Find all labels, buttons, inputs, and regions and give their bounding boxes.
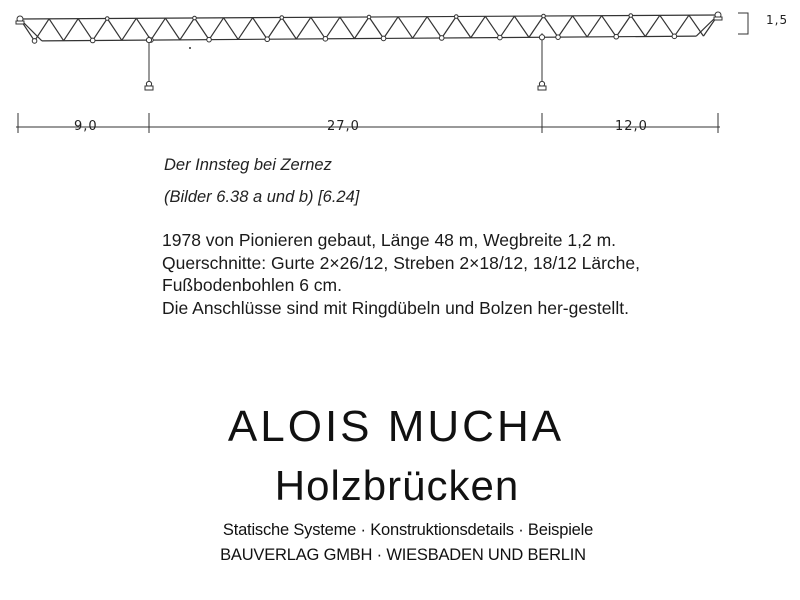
truss-joint-top [280,16,284,20]
truss-joint-top [454,15,458,19]
truss-diagonal [573,16,588,37]
truss-diagonal [267,18,282,40]
truss-diagonal [180,18,195,40]
truss-diagonal [456,17,471,38]
truss-diagonal [311,17,326,38]
truss-diagonal [122,18,137,40]
truss-joint-bottom [207,37,212,42]
truss-diagonal [209,18,224,40]
truss-joint-bottom [381,36,386,41]
truss-joint-bottom [439,36,444,41]
dimension-label-main-span: 27,0 [327,119,360,134]
truss-diagonal [413,17,428,39]
truss-diagonal [384,17,399,39]
truss-diagonal [296,17,311,39]
truss-joint-top [629,14,633,18]
bottom-chord [42,36,696,41]
stray-dot [189,47,191,49]
truss-diagonal [558,16,573,37]
truss-diagonal [514,16,529,37]
truss-diagonal [165,18,180,40]
dimension-lines [16,13,748,133]
height-bracket [738,13,748,34]
truss-diagonal [631,16,646,37]
truss-joint-bottom [556,35,561,40]
pier-joint [539,35,544,40]
truss-diagonal [616,16,631,37]
truss-diagonal [674,15,689,36]
truss-diagonal [325,17,340,39]
truss-diagonal [544,16,559,37]
truss-joint-bottom [614,34,619,39]
truss-joint-top [105,17,109,21]
book-author: ALOIS MUCHA [227,402,565,451]
truss-diagonal [369,17,384,38]
truss-diagonal [427,17,442,38]
caption-title: Der Innsteg bei Zernez [164,156,332,174]
truss-joint-bottom [265,37,270,42]
book-title: Holzbrücken [274,462,520,509]
book-subtitle: Statische Systeme · Konstruktionsdetails · Beispiele [222,521,594,539]
body-paragraph: Querschnitte: Gurte 2×26/12, Streben 2×18/12, 18/12 Lärche, Fußbodenbohlen 6 cm. [162,252,640,295]
truss-diagonal [282,18,297,40]
dimension-label-right-span: 12,0 [615,119,648,134]
truss-diagonal [442,17,457,38]
truss-joint-top [367,15,371,19]
truss-joint-bottom [32,39,37,44]
pier-base [538,86,546,90]
truss-diagonal [49,19,64,41]
truss-diagonal [689,15,704,36]
truss-diagonal [354,17,369,39]
truss-diagonal [151,18,166,40]
bridge-supports [16,17,722,90]
book-publisher: BAUVERLAG GMBH · WIESBADEN UND BERLIN [220,546,586,564]
body-paragraph: 1978 von Pionieren gebaut, Länge 48 m, Wegbreite 1,2 m. [162,230,617,250]
truss-diagonal [529,16,544,37]
truss-joint-top [193,16,197,20]
truss-height-label: 1,5 [766,13,789,27]
body-paragraph: Die Anschlüsse sind mit Ringdübeln und Bolzen her-gestellt. [162,297,629,318]
truss-diagonal [107,19,122,41]
truss-joint-bottom [672,34,677,39]
caption-reference: (Bilder 6.38 a und b) [6.24] [164,188,360,206]
truss-diagonal [64,19,79,41]
truss-joint-bottom [323,37,328,42]
truss-diagonal [602,16,617,37]
end-support-base [16,21,24,24]
truss-joint-top [542,14,546,18]
truss-bridge-diagram [0,0,800,150]
truss-diagonal [35,19,50,41]
truss-diagonal [660,15,675,36]
truss-diagonal [340,17,355,38]
truss-diagonal [238,18,253,40]
truss-diagonal [587,16,602,37]
truss-joint-bottom [90,38,95,43]
truss-diagonal [93,19,108,41]
truss-diagonal [195,18,210,40]
truss-diagonal [398,17,413,38]
truss-diagonal [224,18,239,40]
truss-diagonal [485,16,500,37]
truss-diagonal [253,18,268,40]
body-text [162,229,640,319]
pier-base [145,86,153,90]
dimension-label-left-span: 9,0 [74,119,98,134]
truss-diagonal [471,16,486,37]
truss-diagonal [645,15,660,36]
pier-joint [146,37,151,42]
end-support-base [714,17,722,20]
truss-diagonal [78,19,93,41]
truss-diagonal [500,16,515,37]
truss-joint-bottom [498,35,503,40]
